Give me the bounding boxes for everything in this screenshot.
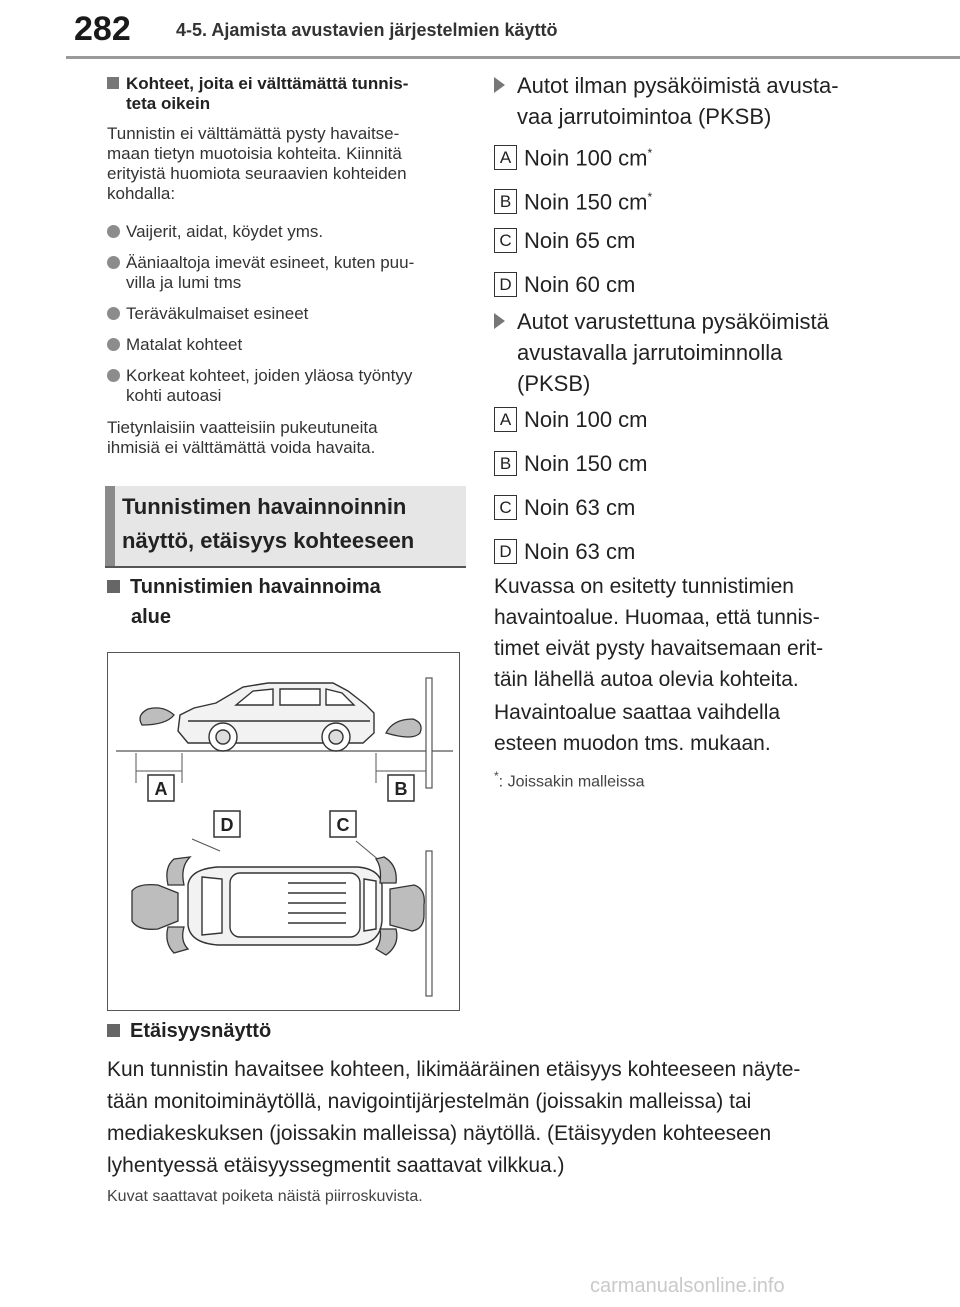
side-wall bbox=[426, 851, 432, 996]
bullet-dot-icon bbox=[107, 256, 120, 269]
heading-detection-area: Tunnistimien havainnoima alue bbox=[107, 572, 381, 632]
front-sensor-lobe bbox=[140, 708, 174, 725]
dimension-d-line bbox=[192, 839, 220, 851]
list-item: Teräväkulmaiset esineet bbox=[107, 304, 308, 324]
group-with-pksb-heading: Autot varustettuna pysäköimistä avustavalla jarrutoiminnolla (PKSB) bbox=[494, 306, 844, 399]
list-item: Matalat kohteet bbox=[107, 335, 242, 355]
value-row: B Noin 150 cm bbox=[494, 449, 648, 479]
label-d: D bbox=[220, 815, 234, 835]
bullet-dot-icon bbox=[107, 338, 120, 351]
value-row: B Noin 150 cm* bbox=[494, 182, 652, 217]
front-corner-sensor-lobe bbox=[167, 857, 190, 885]
value-row: A Noin 100 cm* bbox=[494, 138, 652, 173]
car-top-view bbox=[188, 867, 382, 945]
bullet-dot-icon bbox=[107, 307, 120, 320]
sensor-range-diagram bbox=[107, 652, 460, 1011]
distance-display-paragraph: Kun tunnistin havaitsee kohteen, likimääräinen etäisyys kohteeseen näyte- tään monitoiminäytöllä, navigointijärjestelmän (joissakin malleissa) tai mediakeskuksen (joissakin malleissa) näytöllä. (Etäisyyden kohteeseen lyhentyessä etäisyyssegmentit saattavat vilkkua.) bbox=[107, 1058, 801, 1177]
heading-distance-display: Etäisyysnäyttö bbox=[107, 1016, 271, 1046]
rear-center-sensor-lobe bbox=[390, 885, 424, 931]
paragraph-detection-area: Kuvassa on esitetty tunnistimien havaintoalue. Huomaa, että tunnis- timet eivät pysty havaitsemaan erit- täin lähellä autoa olevia kohteita. bbox=[494, 575, 824, 691]
header-rule bbox=[66, 56, 960, 59]
list-item: Vaijerit, aidat, köydet yms. bbox=[107, 222, 323, 242]
rear-wall bbox=[426, 678, 432, 788]
value-row: A Noin 100 cm bbox=[494, 405, 648, 435]
sensor-diagram-svg bbox=[108, 653, 459, 1010]
triangle-bullet-icon bbox=[494, 313, 505, 329]
value-row: C Noin 63 cm bbox=[494, 493, 635, 523]
rear-sensor-lobe bbox=[386, 719, 421, 737]
front-center-sensor-lobe bbox=[132, 885, 178, 930]
intro-paragraph: Tunnistin ei välttämättä pysty havaitse- maan tietyn muotoisia kohteita. Kiinnitä erityistä huomiota seuraavien kohteiden kohdalla: bbox=[107, 124, 407, 203]
list-item: Korkeat kohteet, joiden yläosa työntyy kohti autoasi bbox=[107, 366, 467, 406]
group-without-pksb-heading: Autot ilman pysäköimistä avusta- vaa jarrutoimintoa (PKSB) bbox=[494, 70, 844, 132]
dimension-c-line bbox=[356, 841, 380, 861]
value-row: D Noin 60 cm bbox=[494, 270, 635, 300]
section-title-bar bbox=[105, 486, 115, 566]
car-side-view bbox=[178, 683, 374, 751]
front-corner-sensor-lobe-2 bbox=[167, 927, 188, 953]
list-item: Ääniaaltoja imevät esineet, kuten puu- villa ja lumi tms bbox=[107, 253, 467, 293]
paragraph-range-varies: Havaintoalue saattaa vaihdella esteen muodon tms. mukaan. bbox=[494, 701, 781, 755]
outro-paragraph: Tietynlaisiin vaatteisiin pukeutuneita ihmisiä ei välttämättä voida havaita. bbox=[107, 418, 378, 457]
square-bullet-icon bbox=[107, 1024, 120, 1037]
illustration-note: Kuvat saattavat poiketa näistä piirroskuvista. bbox=[107, 1188, 423, 1205]
footnote: *: Joissakin malleissa bbox=[494, 769, 645, 791]
label-c: C bbox=[336, 815, 350, 835]
square-bullet-icon bbox=[107, 77, 119, 89]
bullet-dot-icon bbox=[107, 369, 120, 382]
chapter-title: 4-5. Ajamista avustavien järjestelmien käyttö bbox=[176, 20, 558, 40]
value-row: C Noin 65 cm bbox=[494, 226, 635, 256]
page-number: 282 bbox=[74, 10, 131, 48]
watermark: carmanualsonline.info bbox=[590, 1275, 785, 1297]
label-b: B bbox=[394, 779, 408, 799]
heading-unrecognized-objects: Kohteet, joita ei välttämättä tunnis- teta oikein bbox=[107, 74, 467, 114]
square-bullet-icon bbox=[107, 580, 120, 593]
bullet-dot-icon bbox=[107, 225, 120, 238]
label-a: A bbox=[154, 779, 168, 799]
section-rule bbox=[105, 566, 466, 568]
triangle-bullet-icon bbox=[494, 77, 505, 93]
value-row: D Noin 63 cm bbox=[494, 537, 635, 567]
section-title: Tunnistimen havainnoinnin näyttö, etäisyys kohteeseen bbox=[122, 494, 415, 553]
